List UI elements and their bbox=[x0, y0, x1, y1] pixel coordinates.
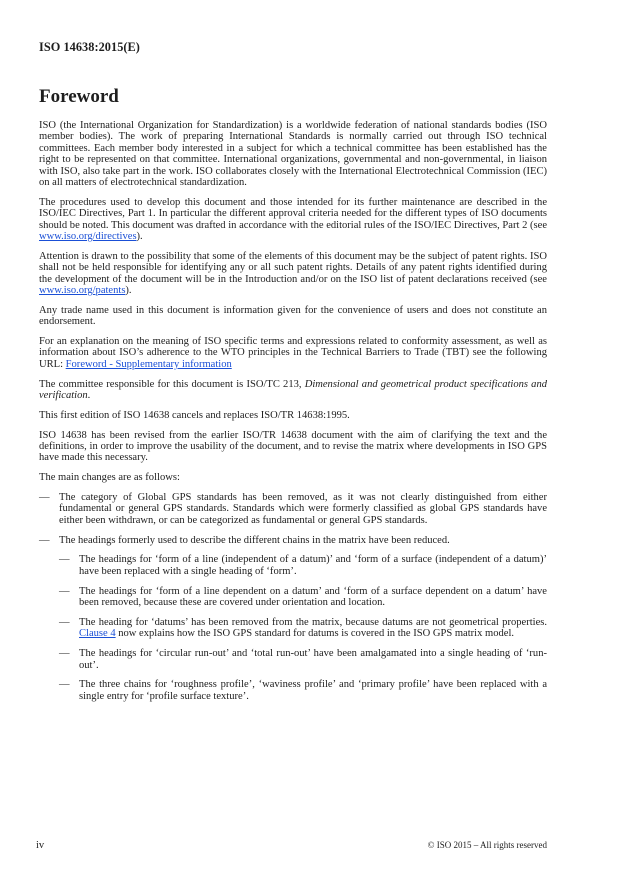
link-foreword-supplementary[interactable]: Foreword - Supplementary information bbox=[65, 358, 232, 370]
document-identifier: ISO 14638:2015(E) bbox=[39, 40, 140, 54]
paragraph-conformity: For an explanation on the meaning of ISO specific terms and expressions related to conformity assessment, as well as information about ISO’s adherence to the WTO principles in the Technical Barriers to Trade (TBT) see the following URL: Foreword - Supplementary information bbox=[39, 336, 547, 370]
paragraph-revision: ISO 14638 has been revised from the earlier ISO/TR 14638 document with the aim of clarifying the text and the definitions, in order to improve the usability of the document, and to revise the matrix where developments in ISO GPS have made this necessary. bbox=[39, 429, 547, 464]
committee-title: Dimensional and geometrical product specifications and verification bbox=[39, 378, 547, 402]
copyright-notice: © ISO 2015 – All rights reserved bbox=[427, 840, 547, 850]
sub-item-form: — The headings for ‘form of a line (independent of a datum)’ and ‘form of a surface (independent of a datum)’ have been replaced with a single heading of ‘form’. bbox=[59, 554, 547, 577]
dash-bullet: — bbox=[59, 616, 70, 628]
link-iso-patents[interactable]: www.iso.org/patents bbox=[39, 285, 126, 297]
paragraph-main-changes-intro: The main changes are as follows: bbox=[39, 472, 180, 484]
dash-bullet: — bbox=[59, 679, 70, 691]
paragraph-iso-federation: ISO (the International Organization for Standardization) is a worldwide federation of national standards bodies (ISO member bodies). The work of preparing International Standards is normally carried out through ISO technical committees. Each member body interested in a subject for which a technical committee has been established has the right to be represented on that committee. International organizations, governmental and non-governmental, in liaison with ISO, also take part in the work. ISO collaborates closely with the International Electrotechnical Commission (IEC) on all matters of electrotechnical standardization. bbox=[39, 120, 547, 189]
paragraph-trade-name: Any trade name used in this document is information given for the convenience of users and does not constitute an endorsement. bbox=[39, 304, 547, 328]
dash-bullet: — bbox=[59, 554, 70, 566]
link-clause-4[interactable]: Clause 4 bbox=[79, 628, 116, 640]
sub-item-profile-texture: — The three chains for ‘roughness profile’, ‘waviness profile’ and ‘primary profile’ have been replaced with a single entry for ‘profile surface texture’. bbox=[59, 679, 547, 702]
link-iso-directives[interactable]: www.iso.org/directives bbox=[39, 231, 137, 243]
page-number: iv bbox=[36, 840, 45, 851]
paragraph-patent-rights: Attention is drawn to the possibility that some of the elements of this document may be the subject of patent rights. ISO shall not be held responsible for identifying any or all such patent rights. Details of any patent rights identified during the development of the document will be in the Introduction and/or on the ISO list of patent declarations received (see www.iso.org/patents). bbox=[39, 250, 547, 297]
sub-item-dependent-datum: — The headings for ‘form of a line dependent on a datum’ and ‘form of a surface dependent on a datum’ have been removed, because these are covered under orientation and location. bbox=[59, 585, 547, 609]
sub-item-datums: — The heading for ‘datums’ has been removed from the matrix, because datums are not geometrical properties. Clause 4 now explains how the ISO GPS standard for datums is covered in the ISO GPS matrix model. bbox=[59, 616, 547, 640]
paragraph-committee: The committee responsible for this document is ISO/TC 213, Dimensional and geometrical product specifications and verification. bbox=[39, 378, 547, 402]
change-item-global-gps: — The category of Global GPS standards has been removed, as it was not clearly distinguished from either fundamental or general GPS standards. Standards which were formerly classified as global GPS standards have either been withdrawn, or can be categorized as fundamental or general GPS standards. bbox=[39, 492, 547, 526]
paragraph-procedures: The procedures used to develop this document and those intended for its further maintenance are described in the ISO/IEC Directives, Part 1. In particular the different approval criteria needed for the different types of ISO documents should be noted. This document was drafted in accordance with the editorial rules of the ISO/IEC Directives, Part 2 (see www.iso.org/directives). bbox=[39, 196, 547, 243]
section-title: Foreword bbox=[39, 86, 119, 107]
dash-bullet: — bbox=[59, 585, 70, 597]
dash-bullet: — bbox=[59, 648, 70, 660]
foreword-body bbox=[39, 120, 547, 711]
dash-bullet: — bbox=[39, 492, 50, 504]
dash-bullet: — bbox=[39, 534, 50, 546]
change-item-headings-reduced: — The headings formerly used to describe the different chains in the matrix have been reduced. bbox=[39, 534, 450, 546]
sub-item-run-out: — The headings for ‘circular run-out’ and ‘total run-out’ have been amalgamated into a single heading of ‘run-out’. bbox=[59, 648, 547, 671]
paragraph-first-edition: This first edition of ISO 14638 cancels and replaces ISO/TR 14638:1995. bbox=[39, 409, 350, 421]
